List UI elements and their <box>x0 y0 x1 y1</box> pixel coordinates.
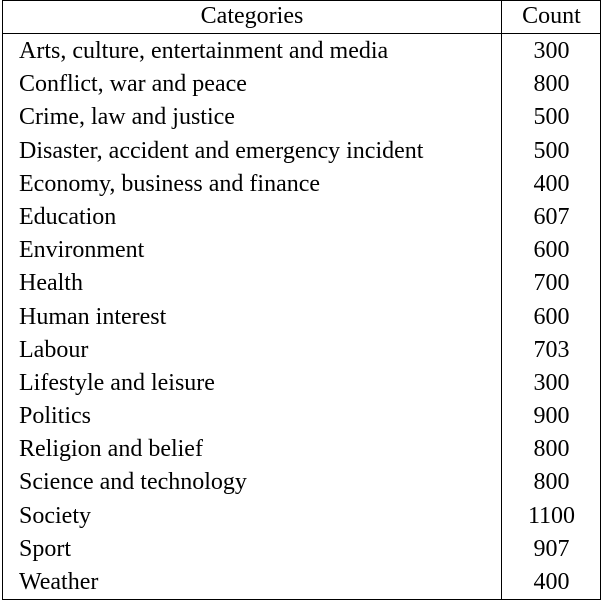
categories-table <box>2 0 601 600</box>
table-row <box>3 68 600 101</box>
category-cell: Society <box>19 502 91 529</box>
category-cell: Lifestyle and leisure <box>19 369 215 396</box>
count-cell: 1100 <box>527 502 576 529</box>
category-cell: Religion and belief <box>19 436 203 463</box>
category-cell: Economy, business and finance <box>19 170 321 197</box>
table-row <box>3 201 600 234</box>
category-cell: Science and technology <box>19 469 247 496</box>
count-cell: 907 <box>533 535 570 562</box>
table-row <box>3 334 600 367</box>
table-header <box>3 1 600 34</box>
table-row <box>3 168 600 201</box>
category-cell: Labour <box>19 336 89 363</box>
table-row <box>3 466 600 499</box>
count-cell: 607 <box>533 203 570 230</box>
table-row <box>3 301 600 334</box>
count-cell: 800 <box>533 436 570 463</box>
count-cell: 300 <box>533 38 570 64</box>
count-cell: 500 <box>533 137 570 164</box>
table-row <box>3 234 600 267</box>
count-cell: 400 <box>533 569 570 595</box>
count-cell: 500 <box>533 104 570 131</box>
count-cell: 800 <box>533 71 570 98</box>
header-categories: Categories <box>200 3 304 29</box>
category-cell: Sport <box>19 535 72 562</box>
category-cell: Crime, law and justice <box>19 104 235 131</box>
table-row <box>3 135 600 168</box>
count-cell: 600 <box>533 303 570 330</box>
count-cell: 600 <box>533 237 570 264</box>
count-cell: 800 <box>533 469 570 496</box>
table-row <box>3 400 600 433</box>
category-cell: Weather <box>19 569 99 595</box>
table-row <box>3 101 600 134</box>
table-row <box>3 533 600 566</box>
category-cell: Education <box>19 203 117 230</box>
table-row <box>3 433 600 466</box>
count-cell: 900 <box>533 403 570 430</box>
category-cell: Disaster, accident and emergency incident <box>19 137 424 164</box>
category-cell: Politics <box>19 403 92 430</box>
count-cell: 703 <box>533 336 570 363</box>
table-row <box>3 35 600 68</box>
category-cell: Human interest <box>19 303 167 330</box>
count-cell: 300 <box>533 369 570 396</box>
count-cell: 700 <box>533 270 570 297</box>
table-body <box>3 35 600 599</box>
header-count: Count <box>522 3 581 29</box>
table-row <box>3 367 600 400</box>
table-row <box>3 500 600 533</box>
table-row <box>3 267 600 300</box>
category-cell: Conflict, war and peace <box>19 71 247 98</box>
count-cell: 400 <box>533 170 570 197</box>
category-cell: Environment <box>19 237 145 264</box>
category-cell: Arts, culture, entertainment and media <box>19 38 389 64</box>
category-cell: Health <box>19 270 83 297</box>
table-row <box>3 566 600 599</box>
